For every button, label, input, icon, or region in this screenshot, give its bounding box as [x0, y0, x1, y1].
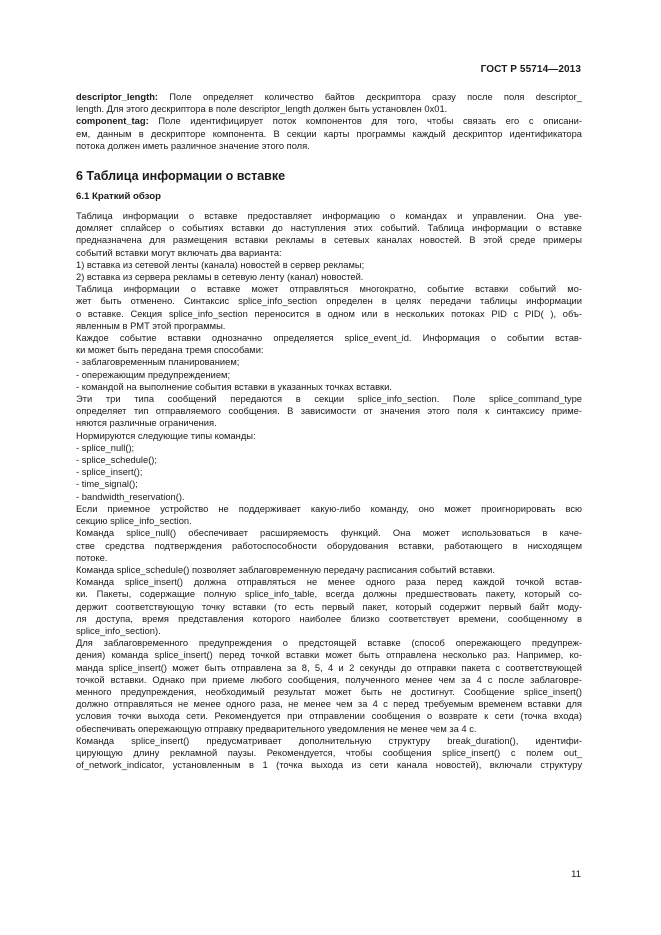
paragraph: Если приемное устройство не поддерживает какую-либо команду, оно может проигнорировать всю секцию splice_info_section.: [76, 503, 582, 527]
paragraph: Таблица информации о вставке может отправляться многократно, событие вставки событий мо- жет быть отменено. Синтаксис splice_info_section определен в целях передачи таблицы информации о вставке. Секция splice_info_section переносится в одном или в нескольких потоках PID с PID( ), объ- явленным в PMT этой программы.: [76, 284, 582, 331]
list-item: - splice_null();: [76, 442, 135, 453]
paragraph: Команда splice_insert() должна отправляться не менее одного раза перед каждой точкой встав- ки. Пакеты, содержащие полную splice_info_table, всегда должны предшествовать пакету, который со- держит соответствующую точку вставки (то есть первый пакет, который содержит первый байт моду- ля доступа, время представления которого наиболее близко соответствует времени, сообщенному в splice_info_section).: [76, 577, 582, 636]
standard-header: ГОСТ Р 55714—2013: [480, 64, 581, 75]
list-item: 1) вставка из сетевой ленты (канала) новостей в сервер рекламы;: [76, 259, 365, 270]
list-item: - splice_schedule();: [76, 455, 158, 466]
list-item: 2) вставка из сервера рекламы в сетевую ленту (канал) новостей.: [76, 272, 364, 283]
page-body: [66, 91, 582, 771]
subsection-heading: 6.1 Краткий обзор: [76, 191, 161, 203]
paragraph: Команда splice_null() обеспечивает расширяемость функций. Она может использоваться в каче- стве средства подтверждения работоспособности оборудования вставки, работающего в нисходящем потоке.: [76, 528, 582, 563]
list-item: - опережающим предупреждением;: [76, 369, 231, 380]
term-label: descriptor_length:: [76, 92, 159, 102]
paragraph: Для заблаговременного предупреждения о предстоящей вставке (способ опережающего предупреж- дения) команда splice_insert() перед точкой вставки может быть отправлена несколько раз. Например, ко- манда splice_insert() может быть отправлена за 8, 5, 4 и 2 секунды до отправки пакета с соответствующей точкой вставки. Однако при приеме любого сообщения, полученного менее чем за 4 с после заблаговре- менного предупреждения, необходимый результат может быть не достигнут. Сообщение splice_insert() должно отправляться не менее одного раза, не менее чем за 4 с перед требуемым временем вставки для условия точки выхода сети. Рекомендуется при отправлении сообщения о возврате к сети (точка входа) обеспечивать опережающую отправку предварительного уведомления не менее чем за 4 с.: [76, 638, 582, 734]
page-number: 11: [571, 869, 581, 880]
list-item: - командой на выполнение события вставки в указанных точках вставки.: [76, 381, 392, 392]
list-item: - time_signal();: [76, 479, 138, 490]
paragraph: Команда splice_insert() предусматривает дополнительную структуру break_duration(), идентифи- цирующую длину рекламной паузы. Рекомендуется, чтобы сообщения splice_insert() с полем out_ of_network_indicator, установленным в 1 (точка выхода из сети канала новостей), включали структуру: [76, 735, 582, 771]
definition-component-tag: component_tag: Поле идентифицирует поток компонентов для того, чтобы связать его с описани- ем, данным в дескрипторе компонента. В секции карты программы каждый дескриптор идентификатора потока должен иметь различное значение этого поля.: [76, 116, 582, 151]
paragraph: Команда splice_schedule() позволяет заблаговременную передачу расписания событий вставки.: [76, 564, 495, 575]
paragraph: Нормируются следующие типы команды:: [76, 430, 256, 441]
paragraph-overview: Таблица информации о вставке предоставляет информацию о командах и управлении. Она уве- домляет сплайсер о событиях вставки до наступления этих событий. Таблица информации о вставке предназначена для размещения вставки рекламы в сетевых каналах новостей. В этой среде примеры событий вставки могут включать два варианта:: [76, 211, 582, 258]
section-heading: 6 Таблица информации о вставке: [76, 169, 286, 184]
paragraph: Эти три типа сообщений передаются в секции splice_info_section. Поле splice_command_type определяет тип отправляемого сообщения. В зависимости от значения этого поля к синтаксису приме- няются различные ограничения.: [76, 394, 582, 429]
term-label: component_tag:: [76, 116, 149, 127]
definition-descriptor-length: descriptor_length: Поле определяет количество байтов дескриптора сразу после поля descriptor_ length. Для этого дескриптора в поле descriptor_length должен быть установлен 0x01.: [76, 92, 582, 115]
list-item: - bandwidth_reservation().: [76, 491, 185, 502]
list-item: - splice_insert();: [76, 467, 143, 478]
paragraph: Каждое событие вставки однозначно определяется splice_event_id. Информация о событии встав- ки может быть передана тремя способами:: [76, 333, 582, 356]
list-item: - заблаговременным планированием;: [76, 357, 240, 368]
